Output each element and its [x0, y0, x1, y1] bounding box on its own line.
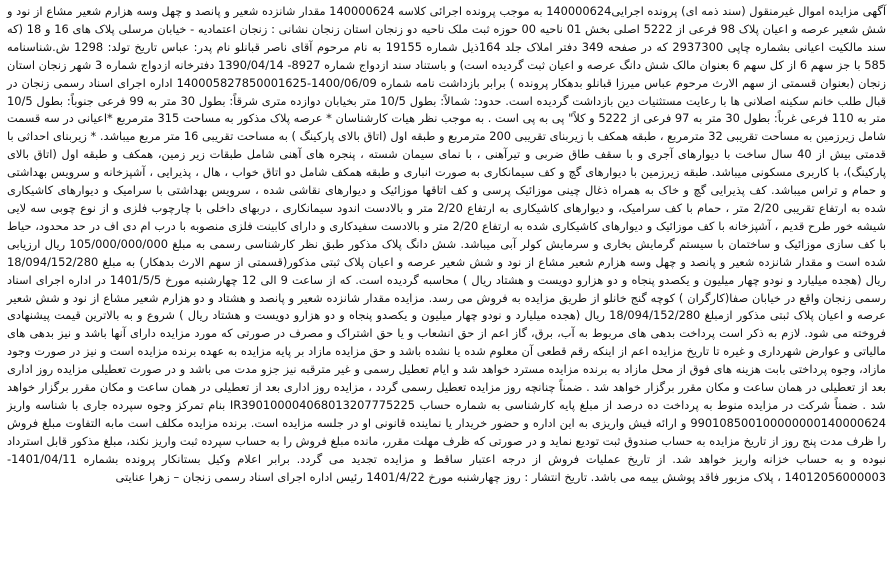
- notice-text: آگهی مزایده اموال غیرمنقول (سند ذمه ای) پرونده اجرایی140000624 به موجب پرونده اجرائی کلاسه 140000624 مقدار شانزده شعیر و پانصد و چهل وسه هزارم شعیر مشاع از نود و شش شعیر عرصه و اعیان پلاک 98 فرعی از 5222 اصلی بخش 01 ناحیه 00 حوزه ثبت ملک ناحیه دو زنجان استان زنجان نشانی : زنجان اعتمادیه - خیابان مرسلی پلاک های 16 و 18 (که سند مالکیت اعیانی بشماره چاپی 2937300 که در صفحه 349 دفتر املاک جلد 164ذیل شماره 19155 به نام مرحوم آقای ناصر قبانلو نام پدر: عباس تاریخ تولد: 1298 ش.شناسنامه 585 با جز سهم 6 از کل سهم 6 بعنوان مالک شش دانگ عرصه و اعیان ثبت گردیده است) و باستناد سند ازدواج شماره 8927- 1390/04/14 دفترخانه ازدواج شماره 3 شهر زنجان استان زنجان (بعنوان قسمتی از سهم الارث مرحوم عباس میرزا قبانلو بدهکار پرونده ) برابر بازداشت نامه شماره 1400/06/09-140005827850001625 اداره اجرای اسناد رسمی زنجان در قبال طلب خانم سکینه اصلانی ها با رعایت مستثنیات دین بازداشت گردیده است. حدود: شمالاً: بطول 10/5 متر بخیابان دوازده متری شرقاً: بطول 30 متر به 99 فرعی جنوباً: بطول 10/5 متر به 110 فرعی غرباً: بطول 30 متر به 97 فرعی از 5222 و کلاً" پی به پی است . به موجب نظر هیات کارشناسان * عرصه پلاک مذکور به مساحت 315 مترمربع *اعیانی در سه قسمت شامل زیرزمین به مساحت تقریبی 32 مترمربع ، طبقه همکف با زیربنای تقریبی 200 مترمربع و طبقه اول (اتاق بالای پارکینگ ) به مساحت تقریبی 16 متر مربع میباشد. * زیربنای احداثی با قدمتی بیش از 40 سال ساخت با دیوارهای آجری و با سقف طاق ضربی و تیرآهنی ، با نمای سیمان شسته ، پنجره های آهنی شامل طبقات زیر زمین، همکف و طبقه اول (اتاق بالای پارکینگ)، با کاربری مسکونی میباشد. طبقه زیرزمین با دیوارهای گچ و کف سیمانکاری به صورت انباری و طبقه همکف شامل دو اتاق خواب ، هال ، پذیرایی ، آشپزخانه و سرویس بهداشتی و حمام و تراس میباشد. کف پذیرایی گچ و خاک به همراه ذغال چینی موزائیک پرسی و کف اتاقها موزائیک و دیوارهای نقاشی شده ، سرویس بهداشتی با سرامیک و دیوارهای کاشیکاری شده به ارتفاع تقریبی 2/20 متر ، حمام با کف سرامیک، و دیوارهای کاشیکاری به ارتفاع 2/20 متر و بالادست اندود سیمانکاری ، دربهای داخلی با چارچوب فلزی و از نوع چوبی سه لایی شیشه خور طرح قدیم ، آشپزخانه با کف موزائیک و دیوارهای کاشیکاری شده به ارتفاع 2/20 متر و بالادست سفیدکاری و دارای کابینت فلزی منصوبه با درب ام دی اف در حد محدود، حیاط با کف سازی موزائیک و ساختمان با سیستم گرمایش بخاری و سرمایش کولر آبی میباشد. شش دانگ پلاک مذکور طبق نظر کارشناسی رسمی به مبلغ 105/000/000/000 ریال ارزیابی شده است و مقدار شانزده شعیر و پانصد و چهل وسه هزارم شعیر مشاع از نود و شش شعیر عرصه و اعیان پلاک ثبتی مذکور(قسمتی از سهم الارث بدهکار) به مبلغ 18/094/152/280 ریال (هجده میلیارد و نودو چهار میلیون و یکصدو پنجاه و دو هزارو دویست و هشتاد ریال ) محاسبه گردیده است. که از ساعت 9 الی 12 چهارشنبه مورخ 1401/5/5 در اداره اجرای اسناد رسمی زنجان واقع در خیابان صفا(کارگران ) کوچه گنج خانلو از طریق مزایده به فروش می رسد. مزایده مقدار شانزده شعیر و پانصد و هشتاد و دو هزارم شعیر مشاع از نود و شش شعیر عرصه و اعیان پلاک ثبتی مذکور ازمبلغ 18/094/152/280 ریال (هجده میلیارد و نودو چهار میلیون و یکصدو پنجاه و دو هزارو دویست و هشتاد ریال ) شروع و به بالاترین قیمت پیشنهادی فروخته می شود. لازم به ذکر است پرداخت بدهی های مربوط به آب، برق، گاز اعم از حق انشعاب و یا حق اشتراک و مصرف در صورتی که مورد مزایده دارای آنها باشد و نیز بدهی های مالیاتی و عوارض شهرداری و غیره تا تاریخ مزایده اعم از اینکه رقم قطعی آن معلوم شده یا نشده باشد و حق مزایده مازاد بر پایه مزایده به عهده برنده مزایده است و نیز در صورت وجود مازاد، وجوه پرداختی بابت هزینه های فوق از محل مازاد به برنده مزایده مسترد خواهد شد و ایام تعطیل رسمی و غیر مترقبه نیز جزو مدت می باشد و در صورت تعطیلی مزایده روز اداری بعد از تعطیلی در همان ساعت و مکان مقرر برگزار خواهد شد . ضمناً چنانچه روز مزایده تعطیل رسمی گردد ، مزایده روز اداری بعد از تعطیلی در همان ساعت و مکان مقرر برگزار خواهد شد . ضمناً شرکت در مزایده منوط به پرداخت ده درصد از مبلغ پایه کارشناسی به شماره حساب IR390100004068013207775225 بنام تمرکز وجوه سپرده جاری با شناسه واریز 990108500100000000140000624 و ارائه فیش واریزی به این اداره و حضور خریدار یا نماینده قانونی او در جلسه مزایده است. برنده مزایده مکلف است مابه التفاوت مبلغ فروش را ظرف مدت پنج روز از تاریخ مزایده به حساب صندوق ثبت تودیع نماید و در صورتی که ظرف مهلت مقرر، مانده مبلغ فروش را به حساب سپرده ثبت واریز نکند، مبلغ مذکور قابل استرداد نبوده و به حساب خزانه واریز خواهد شد. از تاریخ عملیات فروش از درجه اعتبار ساقط و مزایده تجدید می گردد. برابر اعلام وکیل بستانکار پرونده بشماره 1401/04/11-14012056000003 ، پلاک مزبور فاقد پوشش بیمه می باشد. تاریخ انتشار : روز چهارشنبه مورخ 1401/4/22 رئیس اداره اجرای اسناد رسمی زنجان – زهرا عنایتی: [7, 4, 887, 484]
